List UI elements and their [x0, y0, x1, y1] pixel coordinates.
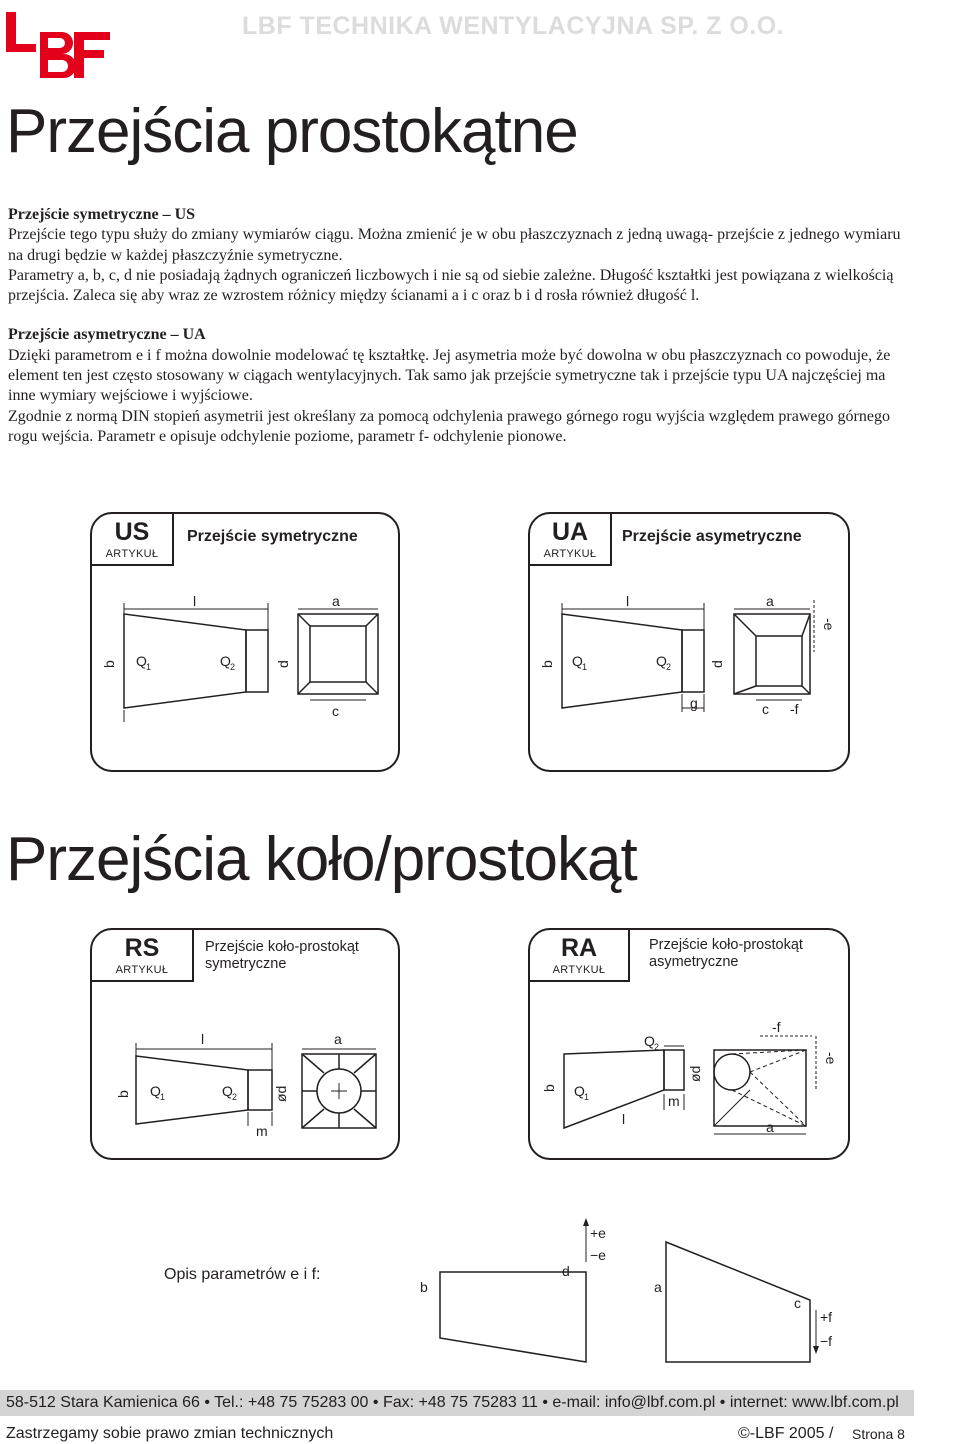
ra-label-b: b: [541, 1084, 557, 1092]
us-label-d: d: [275, 660, 291, 668]
ra-label-m: m: [668, 1093, 680, 1109]
us-label-b: b: [101, 660, 117, 668]
rs-artykul: ARTYKUŁ: [115, 964, 169, 976]
ua-artykul: ARTYKUŁ: [543, 548, 597, 560]
ra-artykul: ARTYKUŁ: [552, 964, 606, 976]
rs-label-q2: Q: [222, 1083, 233, 1099]
us-label-l: l: [193, 593, 197, 609]
ua-label-a: a: [766, 593, 774, 609]
ua-label-b: b: [539, 660, 555, 668]
ef-label-a: a: [654, 1279, 662, 1295]
ef-label-c: c: [794, 1295, 801, 1311]
rs-label-q1-sub: 1: [160, 1092, 166, 1102]
us-paragraph-1: Przejście tego typu służy do zmiany wymiarów ciągu. Można zmienić je w obu płaszczyznach z jedną uwagą- przejście z jednego wymiaru na drugi będzie w każdej płaszczyźnie symetryczne.: [8, 226, 901, 264]
ra-label-neg-f: -f: [772, 1019, 781, 1035]
ra-label-q1: Q: [574, 1083, 585, 1099]
ra-label-q2: Q: [644, 1033, 655, 1049]
ua-label-neg-f: -f: [790, 701, 799, 717]
ef-label-minus-f: −f: [820, 1333, 833, 1349]
rs-label-phi-d: ød: [273, 1085, 289, 1102]
ra-label-neg-e: -e: [823, 1052, 839, 1065]
ef-label-plus-e: +e: [590, 1225, 606, 1241]
us-label-c: c: [332, 703, 339, 719]
section-title-round-rect: Przejścia koło/prostokąt: [6, 825, 637, 894]
opis-label: Opis parametrów e i f:: [164, 1266, 321, 1283]
ua-label-l: l: [626, 593, 630, 609]
ra-label-a: a: [766, 1119, 774, 1135]
ra-label-phi-d: ød: [687, 1065, 703, 1082]
rs-label-b: b: [115, 1090, 131, 1098]
ra-label-q2-sub: 2: [654, 1042, 660, 1052]
ua-label-neg-e: -e: [821, 618, 837, 631]
rs-label-q2-sub: 2: [232, 1092, 238, 1102]
ua-label-q2-sub: 2: [666, 662, 672, 672]
ef-label-minus-e: −e: [590, 1247, 606, 1263]
company-name: LBF TECHNIKA WENTYLACYJNA SP. Z O.O.: [242, 12, 785, 40]
rs-label-m: m: [256, 1123, 268, 1139]
us-label-q2-sub: 2: [230, 662, 236, 672]
ua-paragraph-1: Dzięki parametrom e i f można dowolnie modelować tę kształtkę. Jej asymetria może być dowolna w obu płaszczyznach co powoduje, że element ten jest często stosowany w ciągach wentylacyjnych. Tak samo jak przejście symetryczne tak i przejście typu UA najczęściej ma inne wymiary wejściowe i wyjściowe.: [8, 346, 891, 405]
ef-label-b: b: [420, 1279, 428, 1295]
us-artykul: ARTYKUŁ: [105, 548, 159, 560]
rs-code: RS: [124, 934, 160, 962]
us-label-q1-sub: 1: [146, 662, 152, 672]
ua-label-c: c: [762, 701, 769, 717]
section-title-rectangular: Przejścia prostokątne: [6, 97, 578, 166]
us-heading: Przejście symetryczne – US: [8, 206, 196, 223]
footer-page-number: Strona 8: [852, 1426, 905, 1442]
rs-title: Przejście koło-prostokąt symetryczne: [205, 939, 359, 972]
ra-title: Przejście koło-prostokąt asymetryczne: [649, 937, 803, 970]
footer-contact-bar: 58-512 Stara Kamienica 66 • Tel.: +48 75 75283 00 • Fax: +48 75 75283 11 • e-mail: info@lbf.com.pl • internet: www.lbf.com.pl: [0, 1390, 914, 1416]
us-paragraph-2: Parametry a, b, c, d nie posiadają żądnych ograniczeń liczbowych i nie są od siebie zależne. Długość kształtki jest powiązana z wielkością przejścia. Zaleca się aby wraz ze wzrostem różnicy między ścianami a i c oraz b i d rosła również długość l.: [8, 266, 894, 305]
us-label-q2: Q: [220, 653, 231, 669]
ua-label-d: d: [709, 660, 725, 668]
rs-label-l: l: [201, 1031, 205, 1047]
ra-label-l: l: [622, 1111, 626, 1127]
ua-heading: Przejście asymetryczne – UA: [8, 326, 206, 344]
us-label-a: a: [332, 593, 340, 609]
ua-title: Przejście asymetryczne: [622, 528, 802, 545]
ua-paragraph-2: Zgodnie z normą DIN stopień asymetrii jest określany za pomocą odchylenia prawego górnego rogu wyjścia względem prawego górnego rogu wejścia. Parametr e opisuje odchylenie poziome, parametr f- odchylenie pionowe.: [8, 407, 890, 445]
us-code: US: [114, 518, 150, 546]
ua-label-q1-sub: 1: [582, 662, 588, 672]
ef-label-plus-f: +f: [820, 1309, 833, 1325]
ua-code: UA: [551, 518, 589, 546]
rs-label-q1: Q: [150, 1083, 161, 1099]
ua-label-q1: Q: [572, 653, 583, 669]
ef-label-d: d: [562, 1263, 570, 1279]
ra-code: RA: [560, 934, 598, 962]
footer-note: Zastrzegamy sobie prawo zmian technicznych: [6, 1425, 334, 1442]
ua-label-q2: Q: [656, 653, 667, 669]
footer-copyright: ©-LBF 2005 /: [738, 1425, 834, 1442]
us-title: Przejście symetryczne: [187, 528, 358, 545]
us-label-q1: Q: [136, 653, 147, 669]
rs-label-a: a: [334, 1031, 342, 1047]
ua-label-g: g: [690, 695, 698, 711]
ra-label-q1-sub: 1: [584, 1092, 590, 1102]
